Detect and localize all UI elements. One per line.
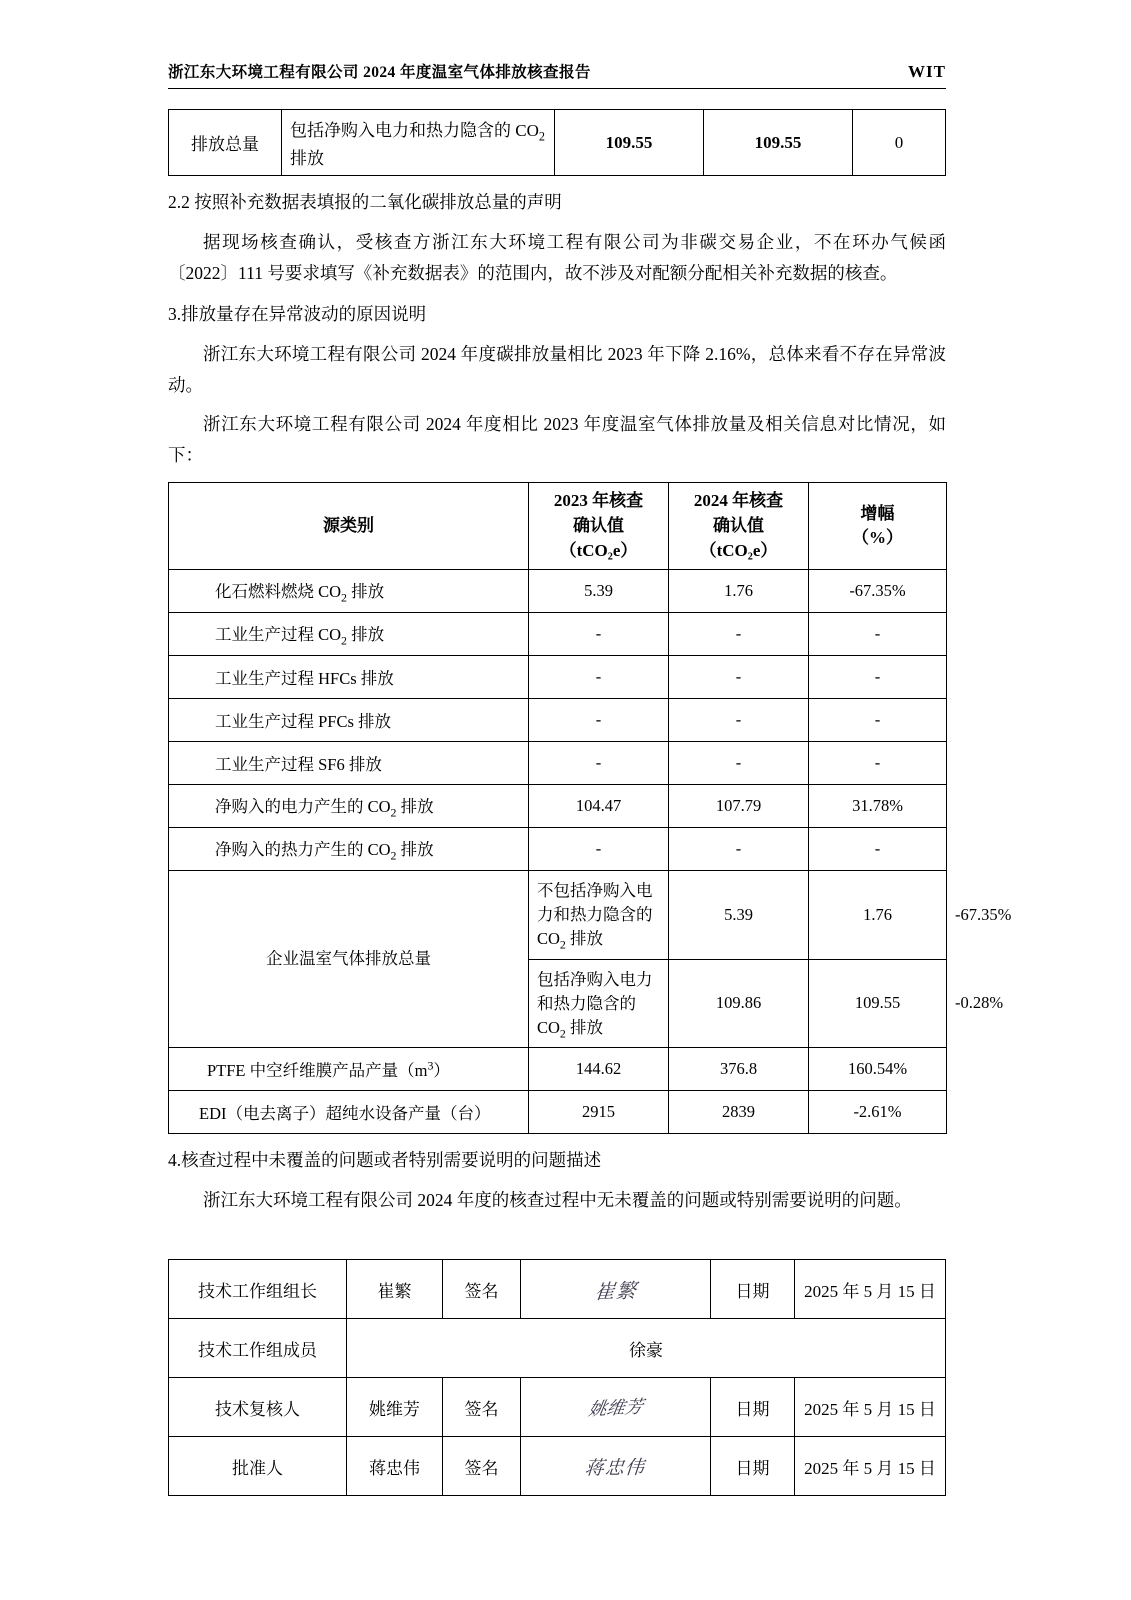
value-2024: 109.55	[809, 959, 947, 1047]
row-label	[169, 1090, 529, 1133]
role-label: 技术复核人	[169, 1378, 347, 1437]
row-label	[169, 785, 529, 828]
header-2023	[529, 483, 669, 570]
value-rate: -	[809, 828, 947, 871]
value-rate: -	[809, 613, 947, 656]
signature-image	[521, 1378, 711, 1437]
value-rate: -2.61%	[809, 1090, 947, 1133]
sign-label: 签名	[443, 1260, 521, 1319]
signature-row	[169, 1260, 946, 1319]
page-content	[168, 60, 1012, 1496]
page-header	[168, 60, 946, 88]
desc-subscript: 2	[538, 129, 545, 144]
signature-image	[521, 1437, 711, 1496]
table-row	[169, 785, 947, 828]
table-row	[169, 110, 946, 176]
value-2024: -	[669, 613, 809, 656]
label-pre: 净购入的热力产生的 CO	[215, 839, 391, 859]
handwritten-signature: 崔繁	[592, 1277, 638, 1304]
person-name: 徐豪	[347, 1319, 946, 1378]
desc-sub: 2	[559, 937, 566, 952]
row-description	[282, 110, 555, 176]
signature-row	[169, 1378, 946, 1437]
section-3-body-2: 浙江东大环境工程有限公司 2024 年度相比 2023 年度温室气体排放量及相关信息对比情况，如下：	[168, 414, 946, 465]
label-pre: PTFE 中空纤维膜产品产量（m	[207, 1060, 428, 1080]
value-2024: -	[669, 742, 809, 785]
group-sub-description	[529, 871, 669, 959]
table-row-group-first: 企业温室气体排放总量 不包括净购入电力和热力隐含的 $CO_2$ 排放 5.39 1.76 -67.35%	[169, 871, 947, 959]
row-label	[169, 1047, 529, 1090]
header-2023-line1: 2023 年核查	[553, 491, 644, 511]
signature-table	[168, 1259, 946, 1496]
label-pre: 工业生产过程 HFCs 排放	[215, 669, 394, 689]
header-source-category: 源类别	[169, 483, 529, 570]
label-sub: 2	[390, 847, 397, 862]
value-rate: -	[809, 742, 947, 785]
signature-row	[169, 1319, 946, 1378]
desc-post: 排放	[565, 1017, 603, 1037]
header-rate-line1: 增幅	[860, 503, 895, 523]
header-title: 浙江东大环境工程有限公司 2024 年度温室气体排放核查报告	[168, 64, 591, 81]
value-2024: 107.79	[669, 785, 809, 828]
value-2023: 5.39	[529, 570, 669, 613]
label-pre: 工业生产过程 SF6 排放	[215, 755, 382, 775]
row-label	[169, 656, 529, 699]
value-1: 109.55	[555, 110, 704, 176]
label-post: 排放	[346, 581, 385, 601]
value-2023: 144.62	[529, 1047, 669, 1090]
desc-post: 排放	[565, 929, 603, 949]
desc-pre: 不包括净购入电力和热力隐含的 CO	[537, 881, 653, 949]
value-2024: 376.8	[669, 1047, 809, 1090]
desc-sub: 2	[559, 1025, 566, 1040]
group-label: 企业温室气体排放总量	[169, 871, 529, 1048]
table-row	[169, 699, 947, 742]
row-label	[169, 828, 529, 871]
header-2023-line3: （tCO₂e）	[559, 540, 638, 560]
label-post: 排放	[346, 624, 385, 644]
section-2-2-title: 2.2 按照补充数据表填报的二氧化碳排放总量的声明	[168, 192, 562, 213]
date-value: 2025 年 5 月 15 日	[795, 1437, 946, 1496]
value-2023: -	[529, 699, 669, 742]
value-2023: -	[529, 613, 669, 656]
table-row	[169, 828, 947, 871]
value-2024: 1.76	[809, 871, 947, 959]
label-pre: 工业生产过程 CO	[215, 624, 342, 644]
value-rate: -	[809, 699, 947, 742]
signature-image	[521, 1260, 711, 1319]
value-2023: 2915	[529, 1090, 669, 1133]
row-label: 排放总量	[169, 110, 282, 176]
header-2024-line3: （tCO₂e）	[699, 540, 778, 560]
section-spacer	[168, 1215, 946, 1233]
sign-label: 签名	[443, 1437, 521, 1496]
value-2024: -	[669, 699, 809, 742]
desc-text-pre: 包括净购入电力和热力隐含的 CO	[290, 121, 539, 140]
header-divider	[168, 88, 946, 89]
section-4-title: 4.核查过程中未覆盖的问题或者特别需要说明的问题描述	[168, 1149, 602, 1170]
table-row-group-second: 包括净购入电力和热力隐含的 $CO_2$ 排放 109.86 109.55 -0.28%	[169, 959, 947, 1047]
label-pre: EDI（电去离子）超纯水设备产量（台）	[199, 1103, 491, 1123]
label-post: ）	[433, 1060, 450, 1080]
row-label	[169, 699, 529, 742]
role-label: 批准人	[169, 1437, 347, 1496]
section-3-title: 3.排放量存在异常波动的原因说明	[168, 304, 427, 325]
table-row	[169, 1047, 947, 1090]
handwritten-signature: 蒋忠伟	[584, 1456, 647, 1480]
person-name: 姚维芳	[347, 1378, 443, 1437]
table-row	[169, 570, 947, 613]
header-rate-line2: （%）	[852, 528, 903, 548]
value-rate: 31.78%	[809, 785, 947, 828]
value-2023: -	[529, 828, 669, 871]
value-2024: 1.76	[669, 570, 809, 613]
value-rate: -67.35%	[809, 570, 947, 613]
value-rate: -	[809, 656, 947, 699]
value-2023: 109.86	[669, 959, 809, 1047]
header-rate	[809, 483, 947, 570]
person-name: 蒋忠伟	[347, 1437, 443, 1496]
row-label	[169, 613, 529, 656]
label-sub: 2	[390, 804, 397, 819]
value-2: 109.55	[704, 110, 853, 176]
section-2-2-body: 据现场核查确认，受核查方浙江东大环境工程有限公司为非碳交易企业，不在环办气候函〔2022〕111 号要求填写《补充数据表》的范围内，故不涉及对配额分配相关补充数据的核查。	[168, 232, 946, 283]
row-label	[169, 570, 529, 613]
header-2024	[669, 483, 809, 570]
label-sub: 2	[341, 632, 347, 647]
person-name: 崔繁	[347, 1260, 443, 1319]
header-2023-line2: 确认值	[573, 516, 624, 536]
value-rate: 160.54%	[809, 1047, 947, 1090]
label-sup: 3	[427, 1058, 434, 1073]
value-2024: -	[669, 828, 809, 871]
value-2024: -	[669, 656, 809, 699]
section-3-body-1: 浙江东大环境工程有限公司 2024 年度碳排放量相比 2023 年下降 2.16%，总体来看不存在异常波动。	[168, 343, 946, 395]
date-label: 日期	[711, 1260, 795, 1319]
comparison-table	[168, 482, 1012, 1134]
table-row	[169, 1090, 947, 1133]
date-value: 2025 年 5 月 15 日	[795, 1260, 946, 1319]
row-label	[169, 742, 529, 785]
label-post: 排放	[396, 796, 434, 816]
label-sub: 2	[341, 589, 347, 604]
date-label: 日期	[711, 1437, 795, 1496]
section-4-body: 浙江东大环境工程有限公司 2024 年度的核查过程中无未覆盖的问题或特别需要说明的问题。	[203, 1189, 912, 1210]
value-2023: -	[529, 742, 669, 785]
table-row	[169, 613, 947, 656]
date-label: 日期	[711, 1378, 795, 1437]
header-mark: WIT	[908, 62, 946, 81]
header-2024-line2: 确认值	[713, 516, 764, 536]
role-label: 技术工作组成员	[169, 1319, 347, 1378]
label-post: 排放	[396, 839, 434, 859]
value-2023: -	[529, 656, 669, 699]
table-row	[169, 742, 947, 785]
signature-row	[169, 1437, 946, 1496]
table-row	[169, 656, 947, 699]
value-2023: 5.39	[669, 871, 809, 959]
handwritten-signature: 姚维芳	[586, 1396, 645, 1421]
value-2024: 2839	[669, 1090, 809, 1133]
label-pre: 工业生产过程 PFCs 排放	[215, 712, 392, 732]
label-pre: 净购入的电力产生的 CO	[215, 796, 391, 816]
group-sub-description	[529, 959, 669, 1047]
sign-label: 签名	[443, 1378, 521, 1437]
header-2024-line1: 2024 年核查	[693, 491, 784, 511]
label-pre: 化石燃料燃烧 CO	[215, 581, 342, 601]
desc-pre: 包括净购入电力和热力隐含的 CO	[537, 969, 653, 1037]
emissions-total-table	[168, 109, 946, 176]
value-2023: 104.47	[529, 785, 669, 828]
role-label: 技术工作组组长	[169, 1260, 347, 1319]
table-header-row	[169, 483, 947, 570]
desc-text-post: 排放	[290, 149, 324, 169]
date-value: 2025 年 5 月 15 日	[795, 1378, 946, 1437]
value-3: 0	[853, 110, 946, 176]
